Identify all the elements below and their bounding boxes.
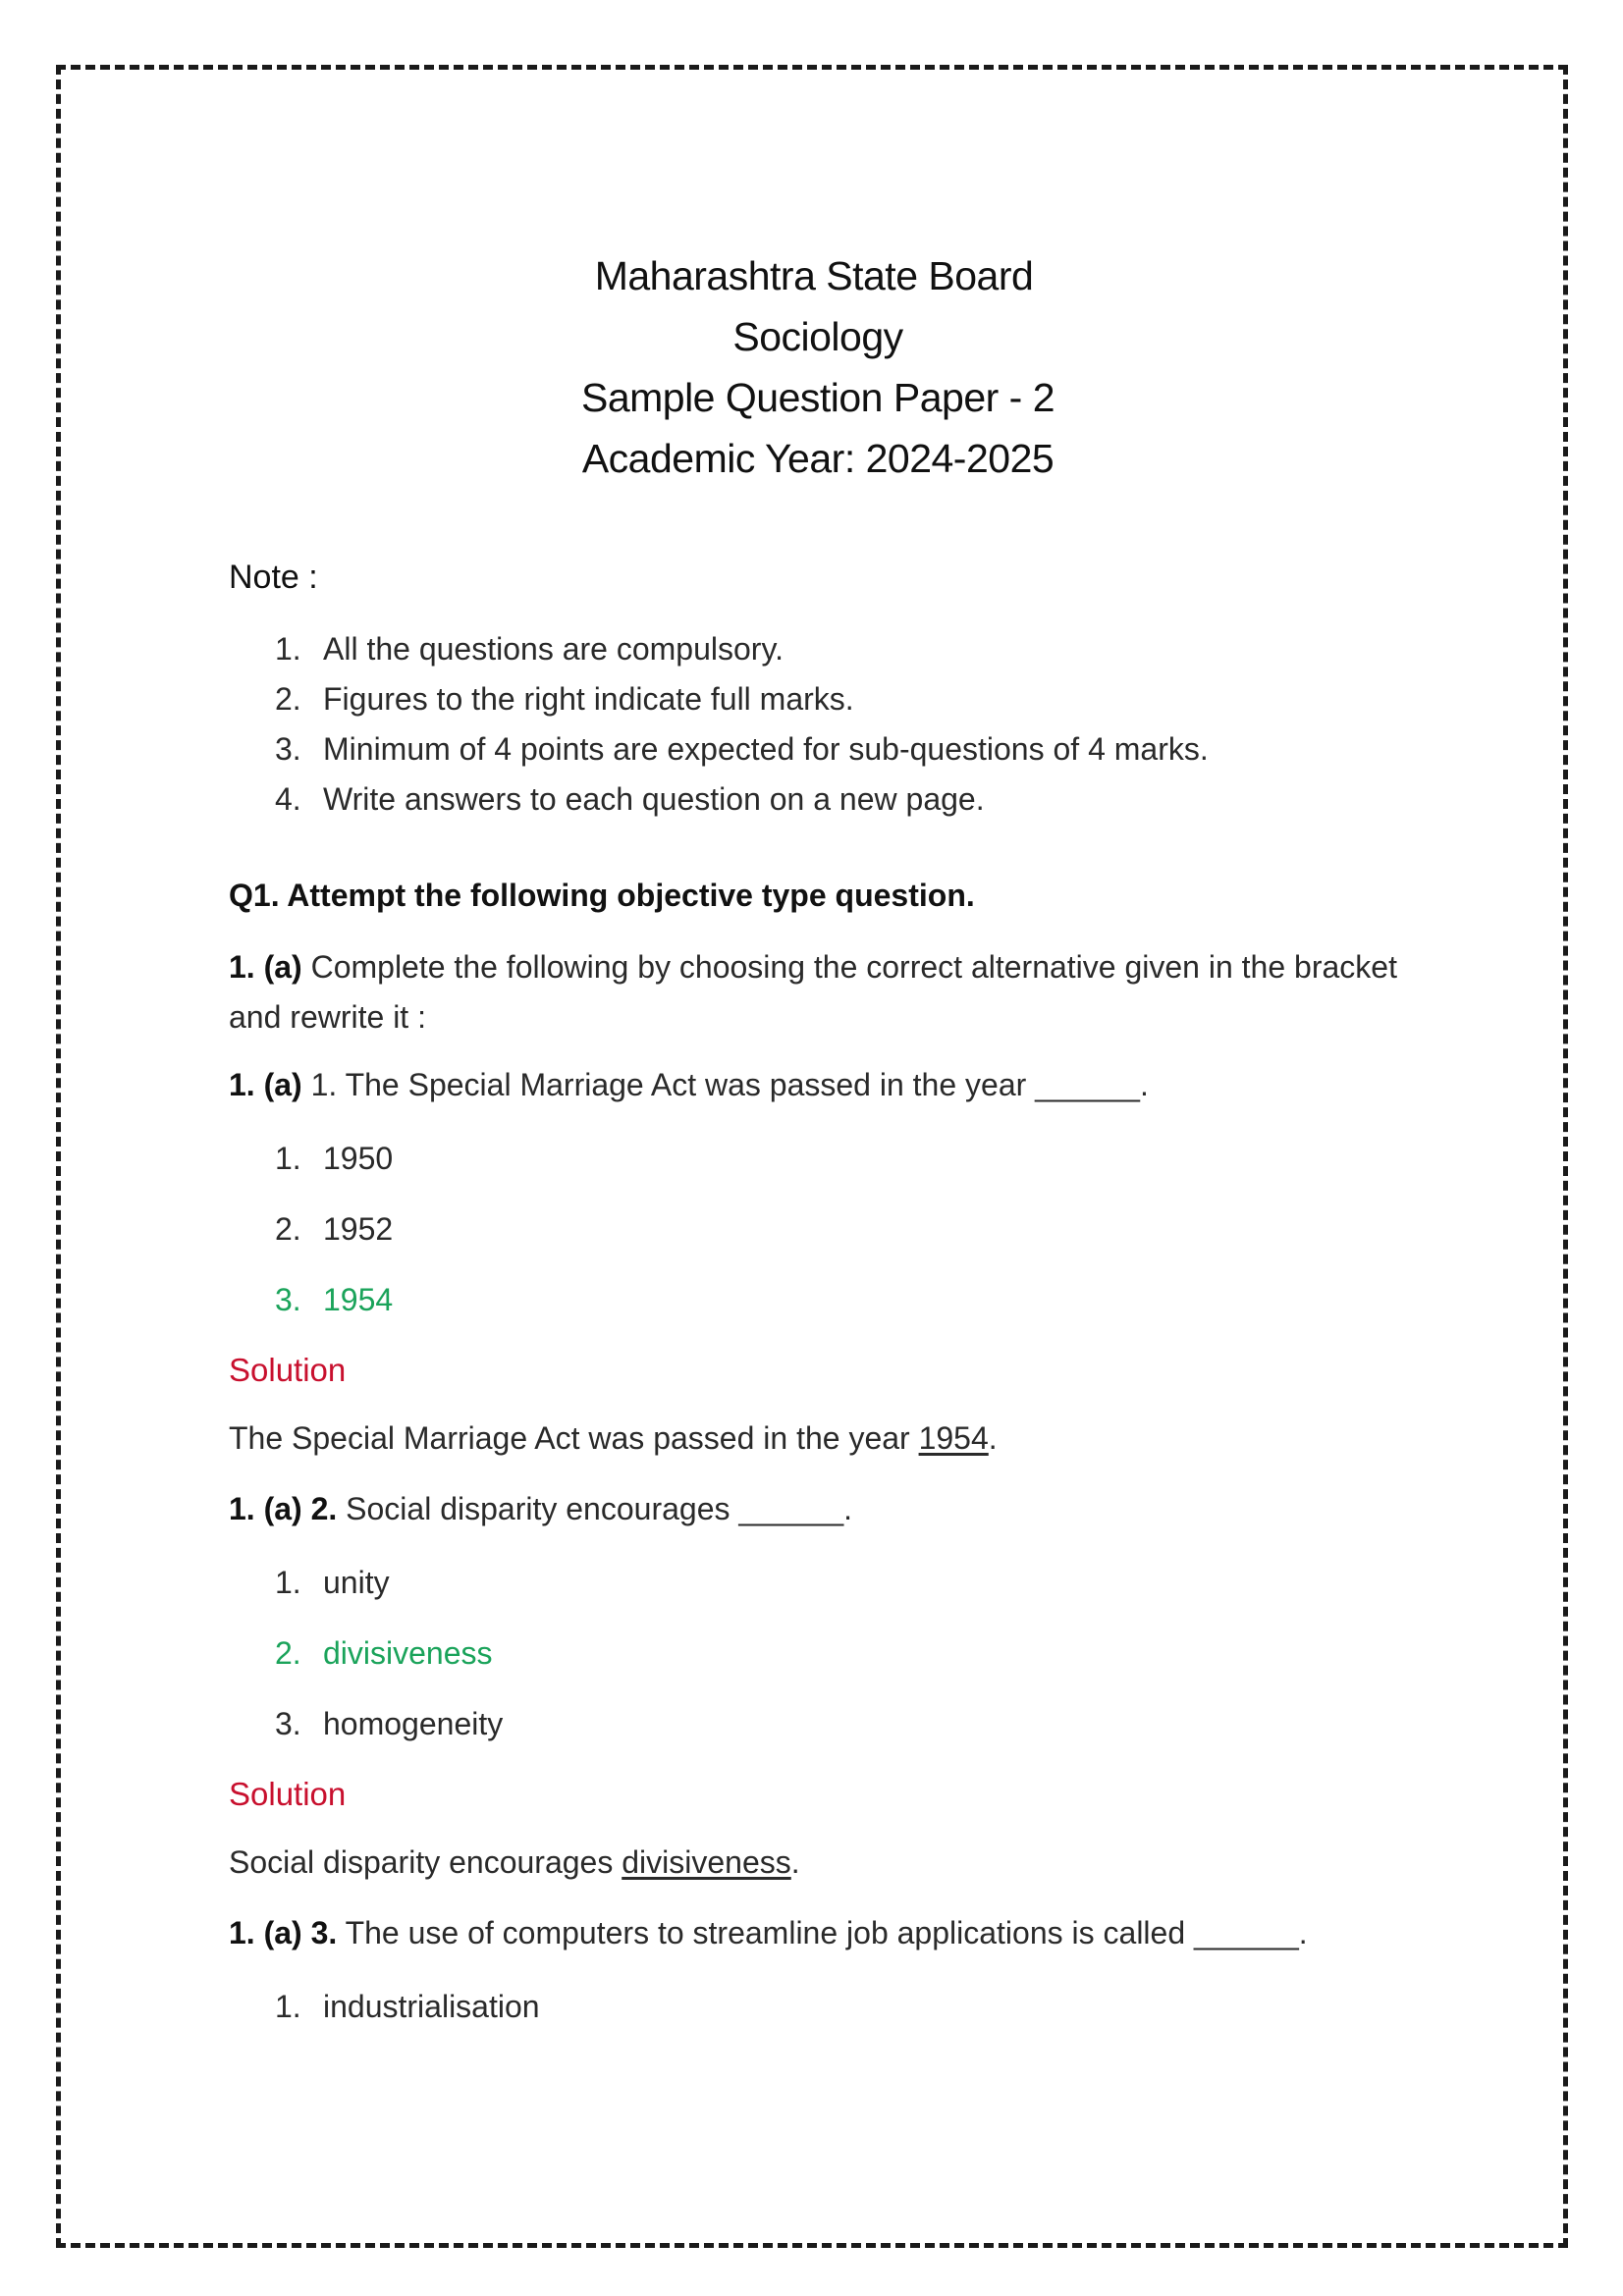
option-item: [229, 1207, 393, 1251]
solution-text: [229, 1414, 1407, 1464]
question-2: [229, 1484, 1407, 1534]
question-1: [229, 1060, 1407, 1110]
option-text: 1950: [323, 1141, 394, 1176]
note-item-text: All the questions are compulsory.: [323, 631, 784, 667]
solution-answer: divisiveness: [622, 1844, 791, 1880]
solution-answer: 1954: [918, 1420, 989, 1456]
note-item: [229, 674, 1209, 724]
option-number: 1.: [275, 1141, 301, 1176]
option-number: 3.: [275, 1282, 301, 1317]
option-number: 3.: [275, 1706, 301, 1741]
option-number: 2.: [275, 1211, 301, 1247]
option-text: 1952: [323, 1211, 394, 1247]
solution-sentence: Social disparity encourages: [229, 1844, 622, 1880]
option-item-correct: [229, 1631, 493, 1675]
question-prefix: 1. (a) 3.: [229, 1915, 338, 1950]
option-text: industrialisation: [323, 1989, 540, 2024]
question-text: 1. The Special Marriage Act was passed in the year ______.: [301, 1067, 1149, 1102]
note-item: [229, 724, 1209, 774]
option-text: divisiveness: [323, 1635, 493, 1671]
option-number: 2.: [275, 1635, 301, 1671]
question-text: The use of computers to streamline job applications is called ______.: [337, 1915, 1308, 1950]
solution-punctuation: .: [790, 1844, 800, 1880]
option-item: [229, 1702, 503, 1745]
note-item: [229, 624, 1209, 674]
solution-sentence: The Special Marriage Act was passed in the year: [229, 1420, 919, 1456]
option-item: [229, 1137, 393, 1180]
q1-instruction: [229, 942, 1407, 1042]
option-number: 1.: [275, 1989, 301, 2024]
academic-year: Academic Year: 2024-2025: [581, 436, 1055, 481]
note-item-number: 2.: [275, 681, 301, 717]
section-heading-q1: Q1. Attempt the following objective type question.: [229, 878, 975, 913]
option-item: [229, 1561, 390, 1604]
solution-label: Solution: [229, 1352, 347, 1388]
option-text: 1954: [323, 1282, 394, 1317]
option-item-correct: [229, 1278, 393, 1321]
question-prefix: 1. (a) 2.: [229, 1491, 338, 1526]
solution-label: Solution: [229, 1776, 347, 1812]
solution-punctuation: .: [988, 1420, 998, 1456]
document-title-block: [229, 245, 1407, 489]
option-number: 1.: [275, 1565, 301, 1600]
solution-text: [229, 1838, 1407, 1888]
board-title: Maharashtra State Board: [594, 253, 1034, 298]
question-text: Social disparity encourages ______.: [337, 1491, 853, 1526]
question-text: Complete the following by choosing the correct alternative given in the bracket and rewrite it :: [229, 949, 1397, 1035]
note-item: [229, 774, 1209, 825]
question-prefix: 1. (a): [229, 1067, 302, 1102]
note-item-number: 4.: [275, 781, 301, 817]
note-item-text: Figures to the right indicate full marks.: [323, 681, 854, 717]
option-text: homogeneity: [323, 1706, 504, 1741]
question-3: [229, 1908, 1407, 1958]
paper-title: Sample Question Paper - 2: [580, 375, 1055, 420]
option-item: [229, 1985, 540, 2028]
note-list: [229, 624, 1209, 825]
note-item-text: Write answers to each question on a new page.: [323, 781, 985, 817]
option-text: unity: [323, 1565, 390, 1600]
question-prefix: 1. (a): [229, 949, 302, 985]
note-item-text: Minimum of 4 points are expected for sub-questions of 4 marks.: [323, 731, 1209, 767]
note-heading: Note :: [229, 559, 318, 596]
note-item-number: 3.: [275, 731, 301, 767]
note-item-number: 1.: [275, 631, 301, 667]
subject-title: Sociology: [732, 314, 903, 359]
